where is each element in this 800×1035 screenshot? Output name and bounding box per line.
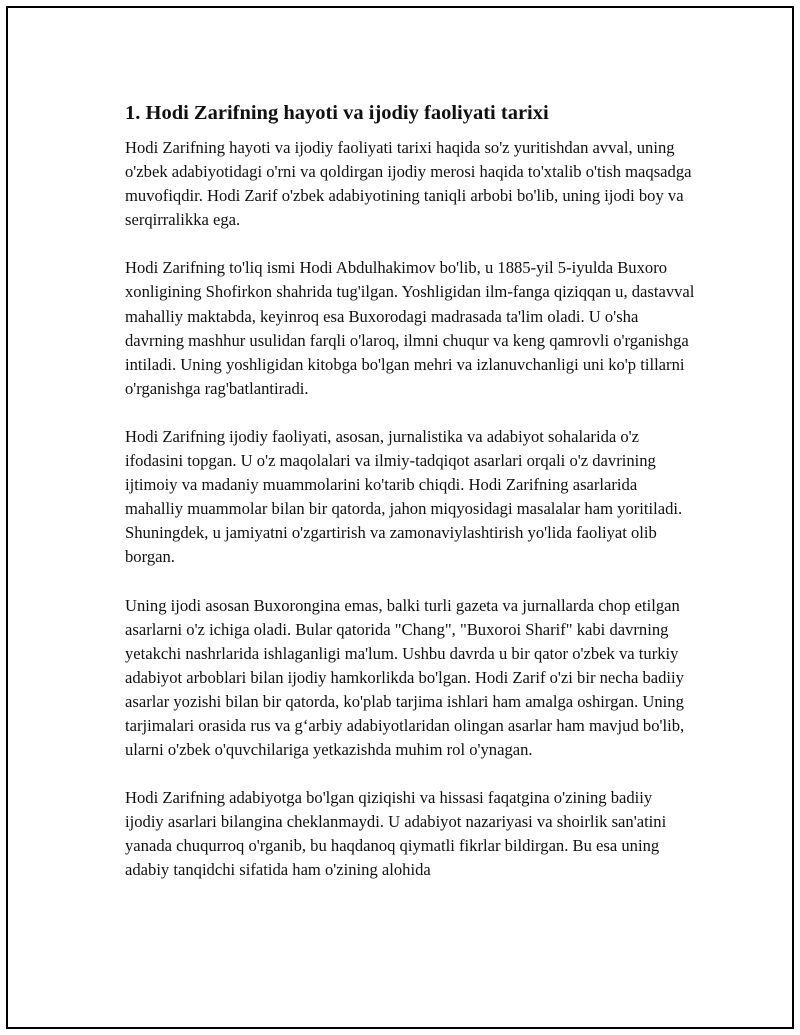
paragraph-intro: Hodi Zarifning hayoti va ijodiy faoliyati tarixi haqida so'z yuritishdan avval, uning o'zbek adabiyotidagi o'rni va qoldirgan ijodiy merosi haqida to'xtalib o'tish maqsadga muvofiqdir. Hodi Zarif o'zbek adabiyotining taniqli arbobi bo'lib, uning ijodi boy va serqirralikka ega. xyxy=(125,138,692,230)
paragraph-publications: Uning ijodi asosan Buxorongina emas, balki turli gazeta va jurnallarda chop etilgan asarlarni o'z ichiga oladi. Bular qatorida "Chang", "Buxoroi Sharif" kabi davrning yetakchi nashrlarida ishlaganligi ma'lum. Ushbu davrda u bir qator o'zbek va turkiy adabiyot arboblari bilan ijodiy hamkorlikda bo'lgan. Hodi Zarif o'zi bir necha badiiy asarlar yozishi bilan bir qatorda, ko'plab tarjima ishlari ham amalga oshirgan. Uning tarjimalari orasida rus va g‘arbiy adabiyotlaridan olingan asarlar ham mavjud bo'lib, ularni o'zbek o'quvchilariga yetkazishda muhim rol o'ynagan. xyxy=(125,595,685,760)
paragraph-creative-activity: Hodi Zarifning ijodiy faoliyati, asosan, jurnalistika va adabiyot sohalarida o'z ifodasini topgan. U o'z maqolalari va ilmiy-tadqiqot asarlari orqali o'z davrining ijtimoiy va madaniy muammolarini ko'tarib chiqdi. Hodi Zarifning asarlarida mahalliy muammolar bilan bir qatorda, jahon miqyosidagi masalalar ham yoritiladi. Shuningdek, u jamiyatni o'zgartirish va zamonaviylashtirish yo'lida faoliyat olib borgan. xyxy=(125,426,683,567)
page-frame xyxy=(6,6,794,1029)
paragraph-literary-contribution: Hodi Zarifning adabiyotga bo'lgan qiziqishi va hissasi faqatgina o'zining badiiy ijodiy asarlari bilangina cheklanmaydi. U adabiyot nazariyasi va shoirlik san'atini yanada chuqurroq o'rganib, bu haqdanoq qiymatli fikrlar bildirgan. Bu esa uning adabiy tanqidchi sifatida ham o'zining alohida xyxy=(125,788,667,880)
document-body xyxy=(125,100,695,907)
section-heading: 1. Hodi Zarifning hayoti va ijodiy faoliyati tarixi xyxy=(125,102,549,124)
paragraph-biography: Hodi Zarifning to'liq ismi Hodi Abdulhakimov bo'lib, u 1885-yil 5-iyulda Buxoro xonligining Shofirkon shahrida tug'ilgan. Yoshligidan ilm-fanga qiziqqan u, dastavval mahalliy maktabda, keyinroq esa Buxorodagi madrasada ta'lim oladi. U o'sha davrning mashhur usulidan farqli o'laroq, ilmni chuqur va keng qamrovli o'rganishga intiladi. Uning yoshligidan kitobga bo'lgan mehri va izlanuvchanligi uni ko'p tillarni o'rganishga rag'batlantiradi. xyxy=(125,258,695,398)
